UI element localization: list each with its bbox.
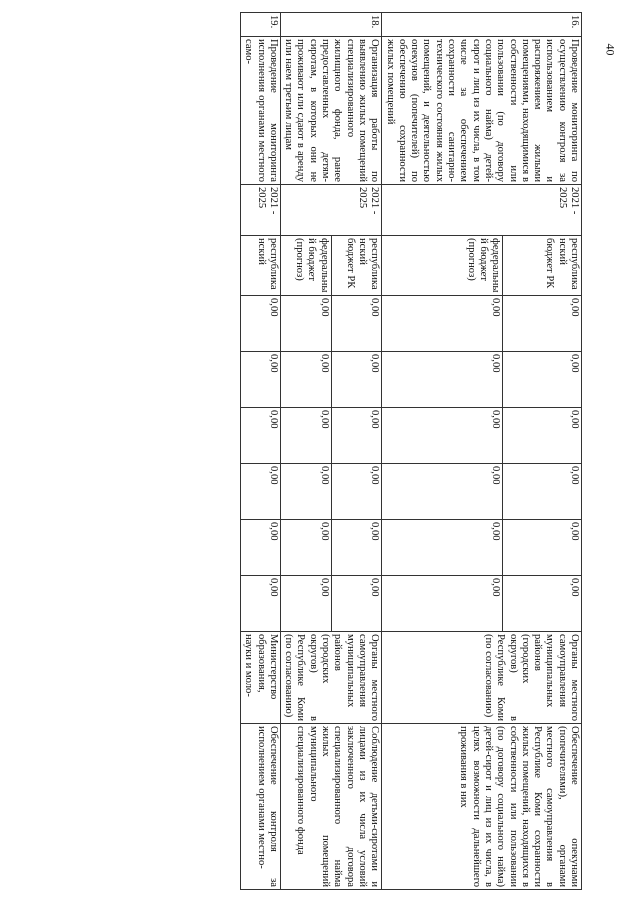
expected-result: Обеспечение контроля за исполнением органами местно- (240, 724, 280, 890)
funding-value: 0,00 (280, 352, 331, 408)
row-number: 16. (382, 13, 582, 37)
measure-name: Проведение мониторинга исполнения органами местного само- (240, 37, 280, 185)
funding-value: 0,00 (280, 464, 331, 520)
expected-result: Соблюдение детьми-сиротами и лицами из их числа условий заключенного договора специализированного найма жилых помещений муниципального специализированного фонда (280, 724, 381, 890)
funding-value: 0,00 (280, 576, 331, 632)
measure-period: 2021 - 2025 (382, 185, 582, 236)
rotated-page-content (82, 12, 582, 889)
funding-source: федеральный бюджет (прогноз) (382, 236, 503, 296)
funding-value: 0,00 (240, 352, 280, 408)
row-number: 18. (280, 13, 381, 37)
funding-value: 0,00 (240, 464, 280, 520)
funding-value: 0,00 (382, 408, 503, 464)
funding-value: 0,00 (382, 352, 503, 408)
funding-value: 0,00 (503, 408, 582, 464)
funding-value: 0,00 (331, 576, 382, 632)
funding-value: 0,00 (240, 576, 280, 632)
funding-value: 0,00 (503, 464, 582, 520)
expected-result: Обеспечение опекунами (попечителями), органами местного самоуправления в Республике Коми сохранности жилых помещений, находящихся в собственности или пользовании (по договору социального найма) детей-сирот и лиц из их числа, в целях возможности дальнейшего проживания в них (382, 724, 582, 890)
funding-source: республиканский бюджет РК (331, 236, 382, 296)
funding-value: 0,00 (382, 520, 503, 576)
funding-value: 0,00 (280, 520, 331, 576)
funding-value: 0,00 (503, 576, 582, 632)
funding-value: 0,00 (331, 520, 382, 576)
funding-value: 0,00 (240, 408, 280, 464)
funding-value: 0,00 (382, 576, 503, 632)
funding-value: 0,00 (503, 352, 582, 408)
executor: Министерство образования, науки и моло- (240, 632, 280, 724)
table-row (331, 13, 382, 890)
table-row (240, 13, 280, 890)
funding-value: 0,00 (382, 296, 503, 352)
funding-source: федеральный бюджет (прогноз) (280, 236, 331, 296)
page-number: 40 (603, 43, 618, 56)
funding-value: 0,00 (280, 408, 331, 464)
funding-value: 0,00 (331, 464, 382, 520)
executor: Органы местного самоуправления муниципальных районов (городских округов) в Республике Коми (по согласованию) (382, 632, 582, 724)
funding-value: 0,00 (503, 520, 582, 576)
funding-value: 0,00 (280, 296, 331, 352)
funding-value: 0,00 (382, 464, 503, 520)
funding-source: республиканский (240, 236, 280, 296)
measure-period: 2021 - 2025 (280, 185, 381, 236)
measures-table (240, 12, 582, 890)
executor: Органы местного самоуправления муниципальных районов (городских округов) в Республике Коми (по согласованию) (280, 632, 381, 724)
measure-period: 2021 - 2025 (240, 185, 280, 236)
funding-value: 0,00 (240, 296, 280, 352)
measure-name: Организация работы по выявлению жилых помещений специализированного жилищного фонда, ранее предоставленных детям-сиротам, в которых они не проживают или сдают в аренду или наем третьим лицам (280, 37, 381, 185)
measure-name: Проведение мониторинга по осуществлению контроля за использованием и распоряжением жилыми помещениями, находящимися в собственности или пользовании (по договору социального найма) детей-сирот и лиц из их числа, в том числе за обеспечением сохранности санитарно-технического состояния жилых помещений, и деятельностью опекунов (попечителей) по обеспечению сохранности жилых помещений (382, 37, 582, 185)
funding-value: 0,00 (503, 296, 582, 352)
funding-value: 0,00 (331, 296, 382, 352)
funding-source: республиканский бюджет РК (503, 236, 582, 296)
row-number: 19. (240, 13, 280, 37)
funding-value: 0,00 (331, 408, 382, 464)
funding-value: 0,00 (240, 520, 280, 576)
funding-value: 0,00 (331, 352, 382, 408)
table-row (503, 13, 582, 890)
